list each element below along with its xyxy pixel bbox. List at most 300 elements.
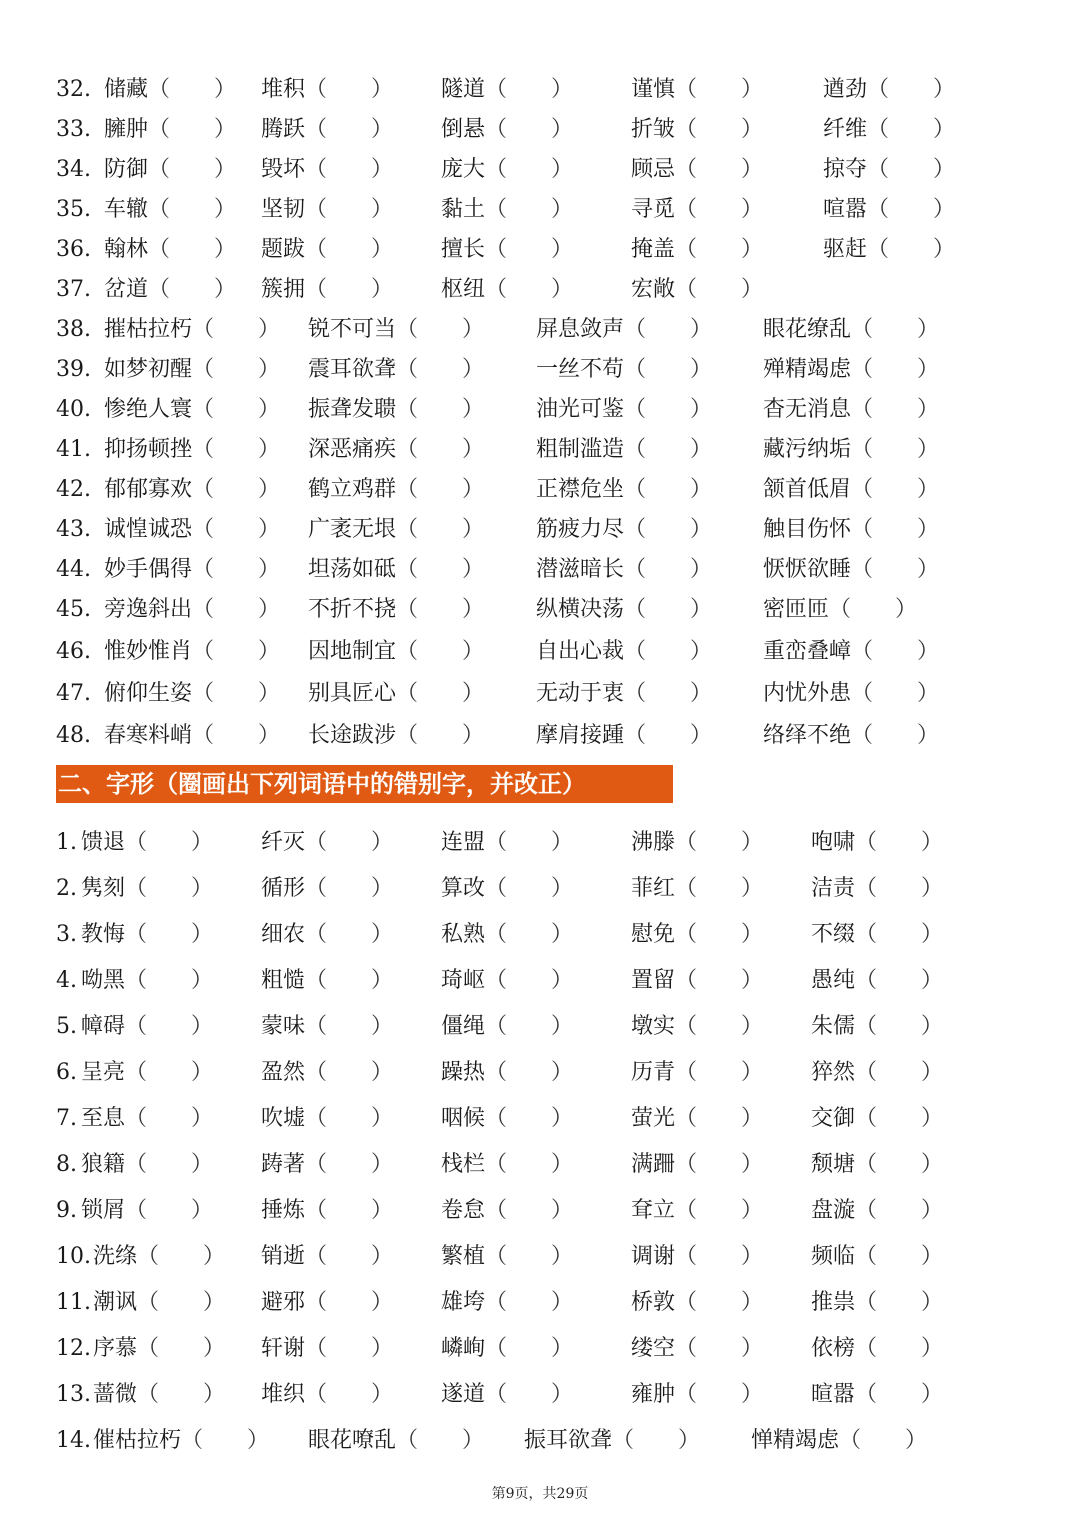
answer-blank[interactable]: （ ） [851,317,940,342]
answer-blank[interactable]: （ ） [867,157,956,182]
answer-blank[interactable]: （ ） [305,922,394,947]
word-entry [763,550,939,590]
answer-blank[interactable]: （ ） [305,117,394,142]
word-entry [81,823,213,863]
word-text: 一丝不苟 [536,357,625,382]
word-text: 黏土 [441,197,486,222]
answer-blank[interactable]: （ ） [125,968,214,993]
word-entry [104,390,280,430]
answer-blank[interactable]: （ ） [867,77,956,102]
answer-blank[interactable]: （ ） [485,1198,574,1223]
answer-blank[interactable]: （ ） [485,157,574,182]
item-number: 40. [56,397,91,422]
answer-blank[interactable]: （ ） [137,1290,226,1315]
word-entry [261,1283,393,1323]
word-text: 潜滋暗长 [536,557,625,582]
answer-blank[interactable]: （ ） [192,357,281,382]
answer-blank[interactable]: （ ） [675,1290,764,1315]
word-text: 防御 [104,157,149,182]
answer-blank[interactable]: （ ） [192,597,281,622]
answer-blank[interactable]: （ ） [125,1014,214,1039]
answer-blank[interactable]: （ ） [624,723,713,748]
answer-blank[interactable]: （ ） [485,197,574,222]
word-text: 满跚 [631,1152,676,1177]
word-entry [308,590,484,630]
answer-blank[interactable]: （ ） [396,557,485,582]
word-entry [441,961,573,1001]
answer-blank[interactable]: （ ） [867,117,956,142]
word-text: 庞大 [441,157,486,182]
word-text: 躁热 [441,1060,486,1085]
word-text: 嶙峋 [441,1336,486,1361]
answer-blank[interactable]: （ ） [305,157,394,182]
word-text: 寻觅 [631,197,676,222]
word-text: 广袤无垠 [308,517,397,542]
word-text: 油光可鉴 [536,397,625,422]
answer-blank[interactable]: （ ） [855,1290,944,1315]
word-text: 历青 [631,1060,676,1085]
item-number: 38. [56,317,91,342]
answer-blank[interactable]: （ ） [485,876,574,901]
word-text: 摧枯拉朽 [104,317,193,342]
word-text: 自出心裁 [536,639,625,664]
answer-blank[interactable]: （ ） [851,723,940,748]
word-entry [751,1421,927,1461]
answer-blank[interactable]: （ ） [396,317,485,342]
item-number: 41. [56,437,91,462]
answer-blank[interactable]: （ ） [855,1014,944,1039]
word-text: 筋疲力尽 [536,517,625,542]
answer-blank[interactable]: （ ） [396,397,485,422]
item-number: 39. [56,357,91,382]
word-text: 盈然 [261,1060,306,1085]
answer-blank[interactable]: （ ） [125,1152,214,1177]
answer-blank[interactable]: （ ） [485,968,574,993]
answer-blank[interactable]: （ ） [675,197,764,222]
answer-blank[interactable]: （ ） [624,357,713,382]
answer-blank[interactable]: （ ） [305,830,394,855]
word-text: 旁逸斜出 [104,597,193,622]
answer-blank[interactable]: （ ） [396,723,485,748]
answer-blank[interactable]: （ ） [851,557,940,582]
item-number: 3. [56,922,77,947]
word-entry [261,1329,393,1369]
word-text: 堆织 [261,1382,306,1407]
word-entry [261,869,393,909]
word-text: 簇拥 [261,277,306,302]
word-text: 缕空 [631,1336,676,1361]
answer-blank[interactable]: （ ） [181,1428,270,1453]
answer-blank[interactable]: （ ） [305,968,394,993]
answer-blank[interactable]: （ ） [675,1060,764,1085]
answer-blank[interactable]: （ ） [125,1106,214,1131]
word-entry [261,270,393,310]
answer-blank[interactable]: （ ） [125,876,214,901]
item-number: 47. [56,681,91,706]
answer-blank[interactable]: （ ） [855,1382,944,1407]
answer-blank[interactable]: （ ） [396,639,485,664]
word-entry [104,470,280,510]
item-number: 43. [56,517,91,542]
answer-blank[interactable]: （ ） [855,922,944,947]
word-entry [536,470,712,510]
word-entry [308,310,484,350]
answer-blank[interactable]: （ ） [192,557,281,582]
answer-blank[interactable]: （ ） [125,1198,214,1223]
word-text: 谨慎 [631,77,676,102]
word-text: 馈退 [81,830,126,855]
answer-blank[interactable]: （ ） [851,437,940,462]
word-text: 频临 [811,1244,856,1269]
word-entry [104,510,280,550]
word-entry [104,674,280,714]
word-text: 僵绳 [441,1014,486,1039]
answer-blank[interactable]: （ ） [675,1244,764,1269]
answer-blank[interactable]: （ ） [192,639,281,664]
item-number: 36. [56,237,91,262]
answer-blank[interactable]: （ ） [305,1060,394,1085]
word-entry [536,310,712,350]
word-entry [441,1329,573,1369]
answer-blank[interactable]: （ ） [839,1428,928,1453]
answer-blank[interactable]: （ ） [485,117,574,142]
answer-blank[interactable]: （ ） [485,1014,574,1039]
word-entry [93,1421,269,1461]
answer-blank[interactable]: （ ） [485,237,574,262]
word-text: 惨绝人寰 [104,397,193,422]
word-entry [308,1421,484,1461]
word-text: 慰免 [631,922,676,947]
answer-blank[interactable]: （ ） [396,437,485,462]
word-text: 蒙味 [261,1014,306,1039]
answer-blank[interactable]: （ ） [305,876,394,901]
item-number: 33. [56,117,91,142]
word-entry [631,1329,763,1369]
word-text: 遒劲 [823,77,868,102]
word-entry [308,390,484,430]
answer-blank[interactable]: （ ） [675,237,764,262]
answer-blank[interactable]: （ ） [851,357,940,382]
word-entry [811,915,943,955]
answer-blank[interactable]: （ ） [305,1152,394,1177]
answer-blank[interactable]: （ ） [485,1152,574,1177]
answer-blank[interactable]: （ ） [851,517,940,542]
word-text: 臃肿 [104,117,149,142]
word-entry [441,1237,573,1277]
word-text: 喧嚣 [823,197,868,222]
word-entry [823,70,955,110]
word-entry [441,190,573,230]
word-text: 鹤立鸡群 [308,477,397,502]
item-number: 4. [56,968,77,993]
word-text: 盘漩 [811,1198,856,1223]
answer-blank[interactable]: （ ） [125,922,214,947]
word-text: 震耳欲聋 [308,357,397,382]
word-text: 依榜 [811,1336,856,1361]
answer-blank[interactable]: （ ） [305,1244,394,1269]
word-text: 振聋发聩 [308,397,397,422]
word-entry [811,1237,943,1277]
answer-blank[interactable]: （ ） [305,1106,394,1131]
word-entry [261,110,393,150]
answer-blank[interactable]: （ ） [192,681,281,706]
answer-blank[interactable]: （ ） [485,1106,574,1131]
answer-blank[interactable]: （ ） [485,77,574,102]
word-text: 蔷微 [93,1382,138,1407]
item-number: 5. [56,1014,77,1039]
answer-blank[interactable]: （ ） [305,277,394,302]
answer-blank[interactable]: （ ） [855,1198,944,1223]
word-text: 倒悬 [441,117,486,142]
answer-blank[interactable]: （ ） [624,681,713,706]
word-text: 洗绦 [93,1244,138,1269]
answer-blank[interactable]: （ ） [675,1382,764,1407]
word-text: 循形 [261,876,306,901]
answer-blank[interactable]: （ ） [675,876,764,901]
word-text: 算改 [441,876,486,901]
word-entry [631,230,763,270]
answer-blank[interactable]: （ ） [148,157,237,182]
word-entry [441,1053,573,1093]
word-entry [631,70,763,110]
answer-blank[interactable]: （ ） [192,437,281,462]
word-text: 颓塘 [811,1152,856,1177]
item-number: 8. [56,1152,77,1177]
answer-blank[interactable]: （ ） [867,237,956,262]
word-text: 避邪 [261,1290,306,1315]
word-entry [261,1053,393,1093]
answer-blank[interactable]: （ ） [624,597,713,622]
answer-blank[interactable]: （ ） [305,1014,394,1039]
word-entry [631,1145,763,1185]
answer-blank[interactable]: （ ） [624,397,713,422]
word-text: 深恶痛疾 [308,437,397,462]
answer-blank[interactable]: （ ） [148,237,237,262]
word-entry [93,1329,225,1369]
answer-blank[interactable]: （ ） [624,317,713,342]
word-text: 车辙 [104,197,149,222]
word-entry [441,1145,573,1185]
answer-blank[interactable]: （ ） [675,1106,764,1131]
item-number: 1. [56,830,77,855]
answer-blank[interactable]: （ ） [305,1198,394,1223]
answer-blank[interactable]: （ ） [675,1014,764,1039]
word-text: 锐不可当 [308,317,397,342]
word-entry [441,1099,573,1139]
word-entry [631,270,763,310]
answer-blank[interactable]: （ ） [305,237,394,262]
word-entry [93,1237,225,1277]
word-text: 坚韧 [261,197,306,222]
word-entry [631,1007,763,1047]
answer-blank[interactable]: （ ） [137,1244,226,1269]
word-text: 俯仰生姿 [104,681,193,706]
word-entry [261,1007,393,1047]
word-entry [308,350,484,390]
answer-blank[interactable]: （ ） [485,922,574,947]
answer-blank[interactable]: （ ） [675,277,764,302]
answer-blank[interactable]: （ ） [305,1336,394,1361]
answer-blank[interactable]: （ ） [855,1106,944,1131]
word-entry [536,716,712,756]
answer-blank[interactable]: （ ） [855,1152,944,1177]
answer-blank[interactable]: （ ） [855,876,944,901]
answer-blank[interactable]: （ ） [396,1428,485,1453]
word-text: 琦岖 [441,968,486,993]
answer-blank[interactable]: （ ） [675,922,764,947]
word-entry [261,1375,393,1415]
answer-blank[interactable]: （ ） [396,597,485,622]
word-entry [308,510,484,550]
word-entry [104,230,236,270]
answer-blank[interactable]: （ ） [148,77,237,102]
answer-blank[interactable]: （ ） [485,830,574,855]
word-text: 沸滕 [631,830,676,855]
answer-blank[interactable]: （ ） [396,681,485,706]
word-text: 妙手偶得 [104,557,193,582]
answer-blank[interactable]: （ ） [624,639,713,664]
word-text: 顾忌 [631,157,676,182]
word-text: 幛碍 [81,1014,126,1039]
word-entry [104,70,236,110]
answer-blank[interactable]: （ ） [855,1060,944,1085]
word-entry [631,1053,763,1093]
answer-blank[interactable]: （ ） [485,1382,574,1407]
answer-blank[interactable]: （ ） [305,77,394,102]
answer-blank[interactable]: （ ） [851,477,940,502]
word-text: 至息 [81,1106,126,1131]
word-entry [536,350,712,390]
answer-blank[interactable]: （ ） [624,477,713,502]
word-text: 杳无消息 [763,397,852,422]
answer-blank[interactable]: （ ） [192,477,281,502]
answer-blank[interactable]: （ ） [305,1290,394,1315]
answer-blank[interactable]: （ ） [851,397,940,422]
answer-blank[interactable]: （ ） [125,830,214,855]
word-entry [441,1007,573,1047]
answer-blank[interactable]: （ ） [485,1336,574,1361]
answer-blank[interactable]: （ ） [396,517,485,542]
word-text: 岔道 [104,277,149,302]
answer-blank[interactable]: （ ） [675,1152,764,1177]
word-text: 雄垮 [441,1290,486,1315]
word-text: 粗慥 [261,968,306,993]
answer-blank[interactable]: （ ） [125,1060,214,1085]
answer-blank[interactable]: （ ） [855,968,944,993]
word-entry [104,190,236,230]
word-entry [104,550,280,590]
word-entry [81,1099,213,1139]
word-entry [811,869,943,909]
word-text: 卷怠 [441,1198,486,1223]
word-entry [823,150,955,190]
word-entry [631,823,763,863]
word-text: 惟妙惟肖 [104,639,193,664]
answer-blank[interactable]: （ ） [829,597,918,622]
word-text: 屏息敛声 [536,317,625,342]
answer-blank[interactable]: （ ） [148,117,237,142]
word-entry [811,1007,943,1047]
word-entry [811,1375,943,1415]
word-text: 隽刻 [81,876,126,901]
answer-blank[interactable]: （ ） [675,1198,764,1223]
answer-blank[interactable]: （ ） [192,397,281,422]
word-text: 颔首低眉 [763,477,852,502]
answer-blank[interactable]: （ ） [851,681,940,706]
word-entry [261,190,393,230]
item-number: 11. [56,1290,91,1315]
answer-blank[interactable]: （ ） [624,437,713,462]
word-entry [536,430,712,470]
word-text: 狼籍 [81,1152,126,1177]
answer-blank[interactable]: （ ） [192,723,281,748]
answer-blank[interactable]: （ ） [485,277,574,302]
word-text: 折皱 [631,117,676,142]
word-entry [261,961,393,1001]
word-entry [81,1007,213,1047]
answer-blank[interactable]: （ ） [485,1244,574,1269]
word-text: 捶炼 [261,1198,306,1223]
answer-blank[interactable]: （ ） [675,1336,764,1361]
word-text: 推祟 [811,1290,856,1315]
word-text: 呦黑 [81,968,126,993]
answer-blank[interactable]: （ ） [675,830,764,855]
answer-blank[interactable]: （ ） [396,477,485,502]
answer-blank[interactable]: （ ） [137,1336,226,1361]
answer-blank[interactable]: （ ） [675,77,764,102]
word-entry [763,350,939,390]
word-text: 储藏 [104,77,149,102]
word-text: 不缀 [811,922,856,947]
word-entry [261,1099,393,1139]
word-text: 毁坏 [261,157,306,182]
answer-blank[interactable]: （ ） [675,968,764,993]
word-entry [308,674,484,714]
answer-blank[interactable]: （ ） [612,1428,701,1453]
answer-blank[interactable]: （ ） [148,277,237,302]
answer-blank[interactable]: （ ） [485,1060,574,1085]
item-number: 45. [56,597,91,622]
answer-blank[interactable]: （ ） [305,1382,394,1407]
answer-blank[interactable]: （ ） [867,197,956,222]
answer-blank[interactable]: （ ） [624,557,713,582]
answer-blank[interactable]: （ ） [396,357,485,382]
word-text: 因地制宜 [308,639,397,664]
answer-blank[interactable]: （ ） [855,830,944,855]
answer-blank[interactable]: （ ） [851,639,940,664]
answer-blank[interactable]: （ ） [137,1382,226,1407]
answer-blank[interactable]: （ ） [624,517,713,542]
answer-blank[interactable]: （ ） [855,1336,944,1361]
answer-blank[interactable]: （ ） [485,1290,574,1315]
word-entry [441,110,573,150]
word-entry [104,110,236,150]
answer-blank[interactable]: （ ） [675,117,764,142]
answer-blank[interactable]: （ ） [192,517,281,542]
answer-blank[interactable]: （ ） [148,197,237,222]
section-header-glyphs: 二、字形（圈画出下列词语中的错别字，并改正） [56,765,673,803]
answer-blank[interactable]: （ ） [855,1244,944,1269]
answer-blank[interactable]: （ ） [305,197,394,222]
word-entry [536,590,712,630]
word-entry [104,430,280,470]
word-text: 驱赶 [823,237,868,262]
word-entry [104,310,280,350]
answer-blank[interactable]: （ ） [192,317,281,342]
answer-blank[interactable]: （ ） [675,157,764,182]
word-entry [763,674,939,714]
word-entry [104,270,236,310]
